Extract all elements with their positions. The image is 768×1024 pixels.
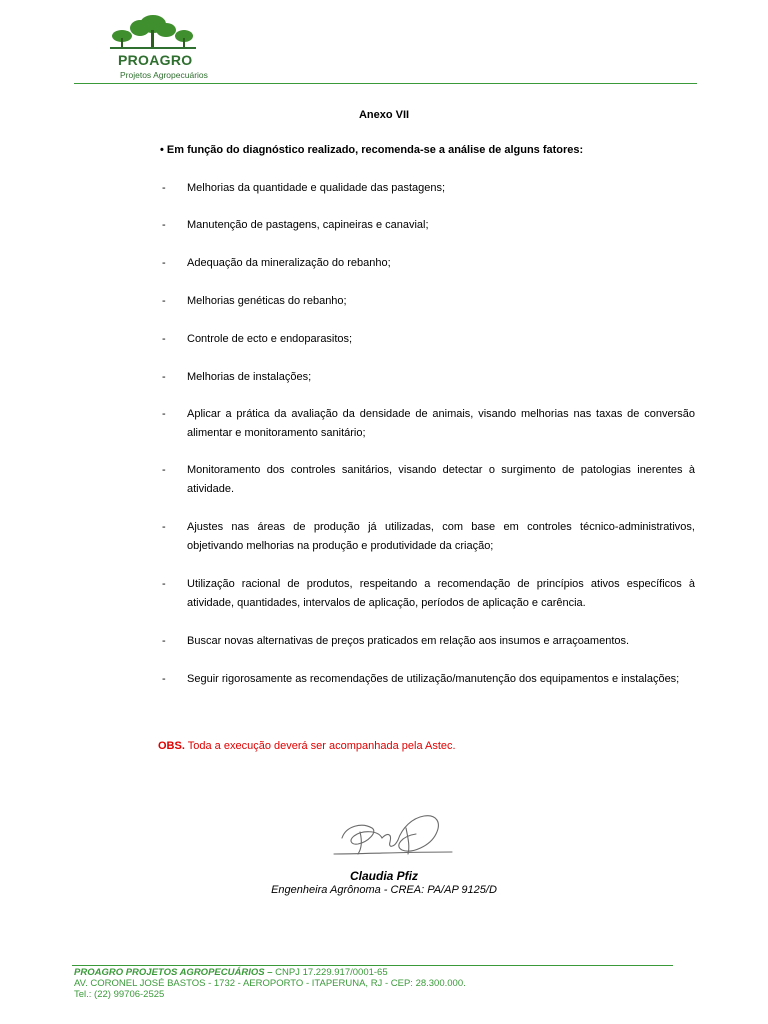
- bullet-dash: -: [162, 333, 166, 345]
- signatory-role: Engenheira Agrônoma - CREA: PA/AP 9125/D: [271, 884, 497, 896]
- footer-cnpj: CNPJ 17.229.917/0001-65: [272, 967, 388, 978]
- list-item-text: Aplicar a prática da avaliação da densidade de animais, visando melhorias nas taxas de conversão alimentar e monitoramento sanitário;: [187, 408, 695, 439]
- signatory-name: Claudia Pfiz: [349, 869, 418, 883]
- bullet-dash: -: [162, 578, 166, 590]
- bullet-dash: -: [162, 635, 166, 647]
- list-item: [162, 405, 695, 443]
- list-item-text: Manutenção de pastagens, capineiras e canavial;: [187, 219, 429, 231]
- footer-phone: Tel.: (22) 99706-2525: [74, 989, 165, 1000]
- bullet-dash: -: [162, 257, 166, 269]
- logo-subtitle: Projetos Agropecuários: [120, 70, 208, 80]
- footer-company: PROAGRO PROJETOS AGROPECUÁRIOS –: [74, 967, 273, 978]
- footer-address: AV. CORONEL JOSÉ BASTOS - 1732 - AEROPORTO - ITAPERUNA, RJ - CEP: 28.300.000.: [74, 978, 466, 989]
- logo-name: PROAGRO: [118, 52, 193, 68]
- document-title: Anexo VII: [358, 109, 410, 121]
- list-item-text: Controle de ecto e endoparasitos;: [187, 333, 353, 345]
- list-item: [162, 292, 695, 311]
- header-divider: [74, 83, 697, 84]
- bullet-dash: -: [162, 408, 166, 420]
- trees-logo-icon: [108, 14, 198, 50]
- list-item: [162, 330, 695, 349]
- list-item: [162, 518, 695, 556]
- list-item: [162, 254, 695, 273]
- bullet-dash: -: [162, 521, 166, 533]
- bullet-dash: -: [162, 673, 166, 685]
- proagro-logo: [104, 14, 228, 84]
- list-item-text: Adequação da mineralização do rebanho;: [187, 257, 391, 269]
- bullet-dash: -: [162, 371, 166, 383]
- list-item-text: Monitoramento dos controles sanitários, visando detectar o surgimento de patologias inerentes à atividade.: [187, 464, 695, 495]
- bullet-dash: -: [162, 464, 166, 476]
- lead-paragraph: • Em função do diagnóstico realizado, recomenda-se a análise de alguns fatores:: [160, 144, 584, 156]
- bullet-dash: -: [162, 219, 166, 231]
- list-item: [162, 670, 695, 689]
- list-item: [162, 216, 695, 235]
- list-item-text: Buscar novas alternativas de preços praticados em relação aos insumos e arraçoamentos.: [187, 635, 630, 647]
- observation-note: [158, 740, 456, 752]
- list-item: [162, 575, 695, 613]
- observation-label: OBS.: [158, 740, 185, 752]
- footer-company-line: [74, 967, 466, 978]
- handwritten-signature: [332, 808, 462, 864]
- list-item: [162, 368, 695, 387]
- list-item: [162, 632, 695, 651]
- observation-text: Toda a execução deverá ser acompanhada pela Astec.: [184, 740, 456, 752]
- list-item-text: Seguir rigorosamente as recomendações de utilização/manutenção dos equipamentos e instalações;: [187, 673, 680, 685]
- list-item-text: Melhorias da quantidade e qualidade das pastagens;: [187, 182, 446, 194]
- list-item-text: Ajustes nas áreas de produção já utilizadas, com base em controles técnico-administrativos, objetivando melhorias na produção e produtividade da criação;: [187, 521, 695, 552]
- bullet-dash: -: [162, 295, 166, 307]
- footer: [74, 967, 466, 1000]
- list-item-text: Melhorias genéticas do rebanho;: [187, 295, 347, 307]
- list-item-text: Utilização racional de produtos, respeitando a recomendação de princípios ativos específicos à atividade, quantidades, intervalos de aplicação, períodos de aplicação e carência.: [187, 578, 695, 609]
- list-item: [162, 461, 695, 499]
- list-item: [162, 179, 695, 198]
- bullet-dash: -: [162, 182, 166, 194]
- list-item-text: Melhorias de instalações;: [187, 371, 312, 383]
- footer-divider: [72, 965, 673, 966]
